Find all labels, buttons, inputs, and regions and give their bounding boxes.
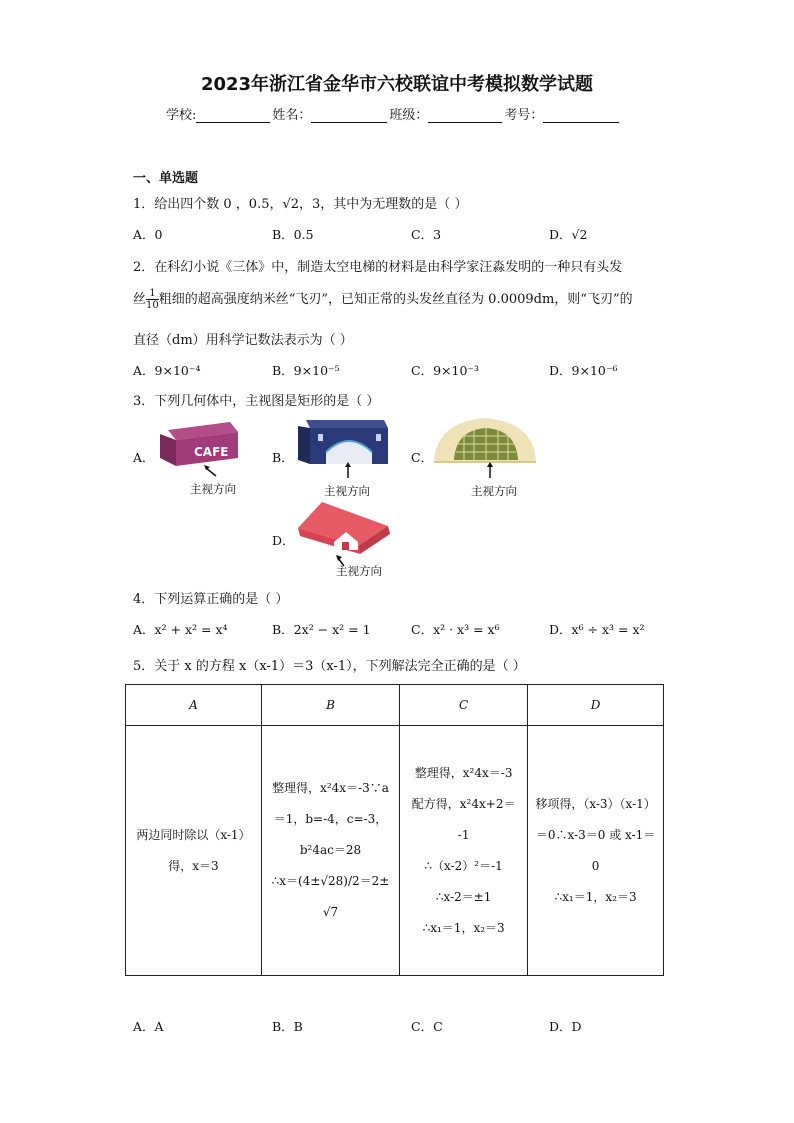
question-3-text: 3．下列几何体中，主视图是矩形的是（ ） (133, 394, 380, 409)
q3-caption-b: 主视方向 (324, 484, 370, 498)
q2-line2-post: 粗细的超高强度纳米丝“飞刃”，已知正常的头发丝直径为 0.0009dm，则“飞刃”的 (158, 292, 633, 307)
solution-d-line: ∴x₁＝1，x₂＝3 (554, 889, 637, 904)
solution-c-line: -1 (457, 827, 470, 842)
q3-caption-a: 主视方向 (190, 482, 236, 496)
dome-figure (430, 414, 540, 486)
q5-option-b: B．B (272, 1019, 303, 1034)
cell-solution-c (400, 726, 528, 976)
cafe-box-figure (158, 418, 243, 488)
q3-label-d: D． (272, 533, 295, 548)
q2-option-a: A．9×10⁻⁴ (133, 363, 201, 378)
cell-solution-b (261, 726, 399, 976)
solution-a-line: 两边同时除以（x-1） (136, 827, 251, 842)
q5-option-a: A．A (133, 1019, 164, 1034)
solution-d-line: 移项得，（x-3）（x-1） (535, 796, 656, 811)
q2-option-b: B．9×10⁻⁵ (272, 363, 340, 378)
q1-option-c: C．3 (411, 227, 442, 242)
q4-option-c: C．x² · x³ = x⁶ (411, 622, 500, 637)
header-cell-c: C (400, 685, 528, 726)
arch-bridge-figure (296, 416, 391, 488)
q4-option-a: A．x² + x² = x⁴ (133, 622, 228, 637)
fraction-numerator: 1 (146, 288, 159, 300)
solution-table (125, 684, 664, 976)
cafe-sign: CAFE (194, 445, 229, 459)
q2-line2-pre: 丝 (133, 292, 147, 307)
tent-roof-figure (294, 498, 394, 568)
table-header-row (126, 685, 664, 726)
solution-d-line: 0 (591, 858, 600, 873)
header-cell-d: D (528, 685, 664, 726)
id-blank (543, 110, 619, 123)
q3-caption-c: 主视方向 (471, 484, 517, 498)
solution-b-line: ＝1，b=-4，c=-3， (273, 812, 388, 826)
fraction-one-tenth (146, 288, 159, 311)
question-2-line2 (133, 288, 633, 311)
q2-option-c: C．9×10⁻³ (411, 363, 480, 378)
id-label: 考号： (504, 108, 544, 123)
header-cell-b: B (261, 685, 399, 726)
class-blank (428, 110, 502, 123)
school-blank (196, 110, 270, 123)
q3-label-b: B． (272, 450, 294, 465)
solution-d-line: ＝0∴x-3＝0 或 x-1＝ (535, 827, 656, 842)
q4-option-d: D．x⁶ ÷ x³ = x² (549, 622, 645, 637)
name-label: 姓名： (272, 108, 312, 123)
solution-b-line: √7 (322, 905, 339, 919)
cell-solution-d (528, 726, 664, 976)
q4-option-b: B．2x² − x² = 1 (272, 622, 371, 637)
header-cell-a: A (126, 685, 262, 726)
question-2-line1: 2．在科幻小说《三体》中，制造太空电梯的材料是由科学家汪淼发明的一种只有头发 (133, 260, 623, 275)
question-2-line3: 直径（dm）用科学记数法表示为（ ） (133, 333, 353, 348)
q3-label-a: A． (133, 450, 155, 465)
fraction-denominator: 10 (146, 300, 159, 311)
table-body-row (126, 726, 664, 976)
name-blank (311, 110, 387, 123)
question-5-text: 5．关于 x 的方程 x（x-1）＝3（x-1），下列解法完全正确的是（ ） (133, 659, 526, 674)
q5-option-d: D．D (549, 1019, 582, 1034)
solution-b-line: 整理得，x²4x＝-3∵a (272, 781, 389, 795)
solution-b-line: b²4ac＝28 (299, 843, 362, 857)
solution-c-line: ∴x₁＝1，x₂＝3 (422, 920, 505, 935)
solution-b-line: ∴x＝(4±√28)/2＝2± (271, 874, 390, 888)
school-label: 学校: (166, 108, 197, 123)
q1-option-d: D．√2 (549, 227, 588, 242)
section-title: 一、单选题 (133, 171, 199, 186)
q5-option-c: C．C (411, 1019, 443, 1034)
q2-option-d: D．9×10⁻⁶ (549, 363, 618, 378)
cell-solution-a (126, 726, 262, 976)
solution-a-line: 得，x＝3 (168, 858, 219, 873)
solution-c-line: 整理得，x²4x＝-3 (414, 765, 513, 780)
exam-title: 2023年浙江省金华市六校联谊中考模拟数学试题 (200, 74, 594, 95)
solution-c-line: ∴x-2＝±1 (435, 889, 492, 904)
q1-option-b: B．0.5 (272, 227, 314, 242)
student-info-line (166, 104, 621, 123)
q3-label-c: C． (411, 450, 434, 465)
question-1-text: 1．给出四个数 0 ，0.5，√2，3，其中为无理数的是（ ） (133, 197, 468, 212)
q1-option-a: A．0 (133, 227, 163, 242)
solution-c-line: ∴（x-2）²＝-1 (424, 858, 503, 873)
class-label: 班级： (389, 108, 429, 123)
question-4-text: 4．下列运算正确的是（ ） (133, 592, 289, 607)
solution-c-line: 配方得，x²4x+2＝ (411, 796, 516, 811)
q3-caption-d: 主视方向 (336, 564, 382, 578)
